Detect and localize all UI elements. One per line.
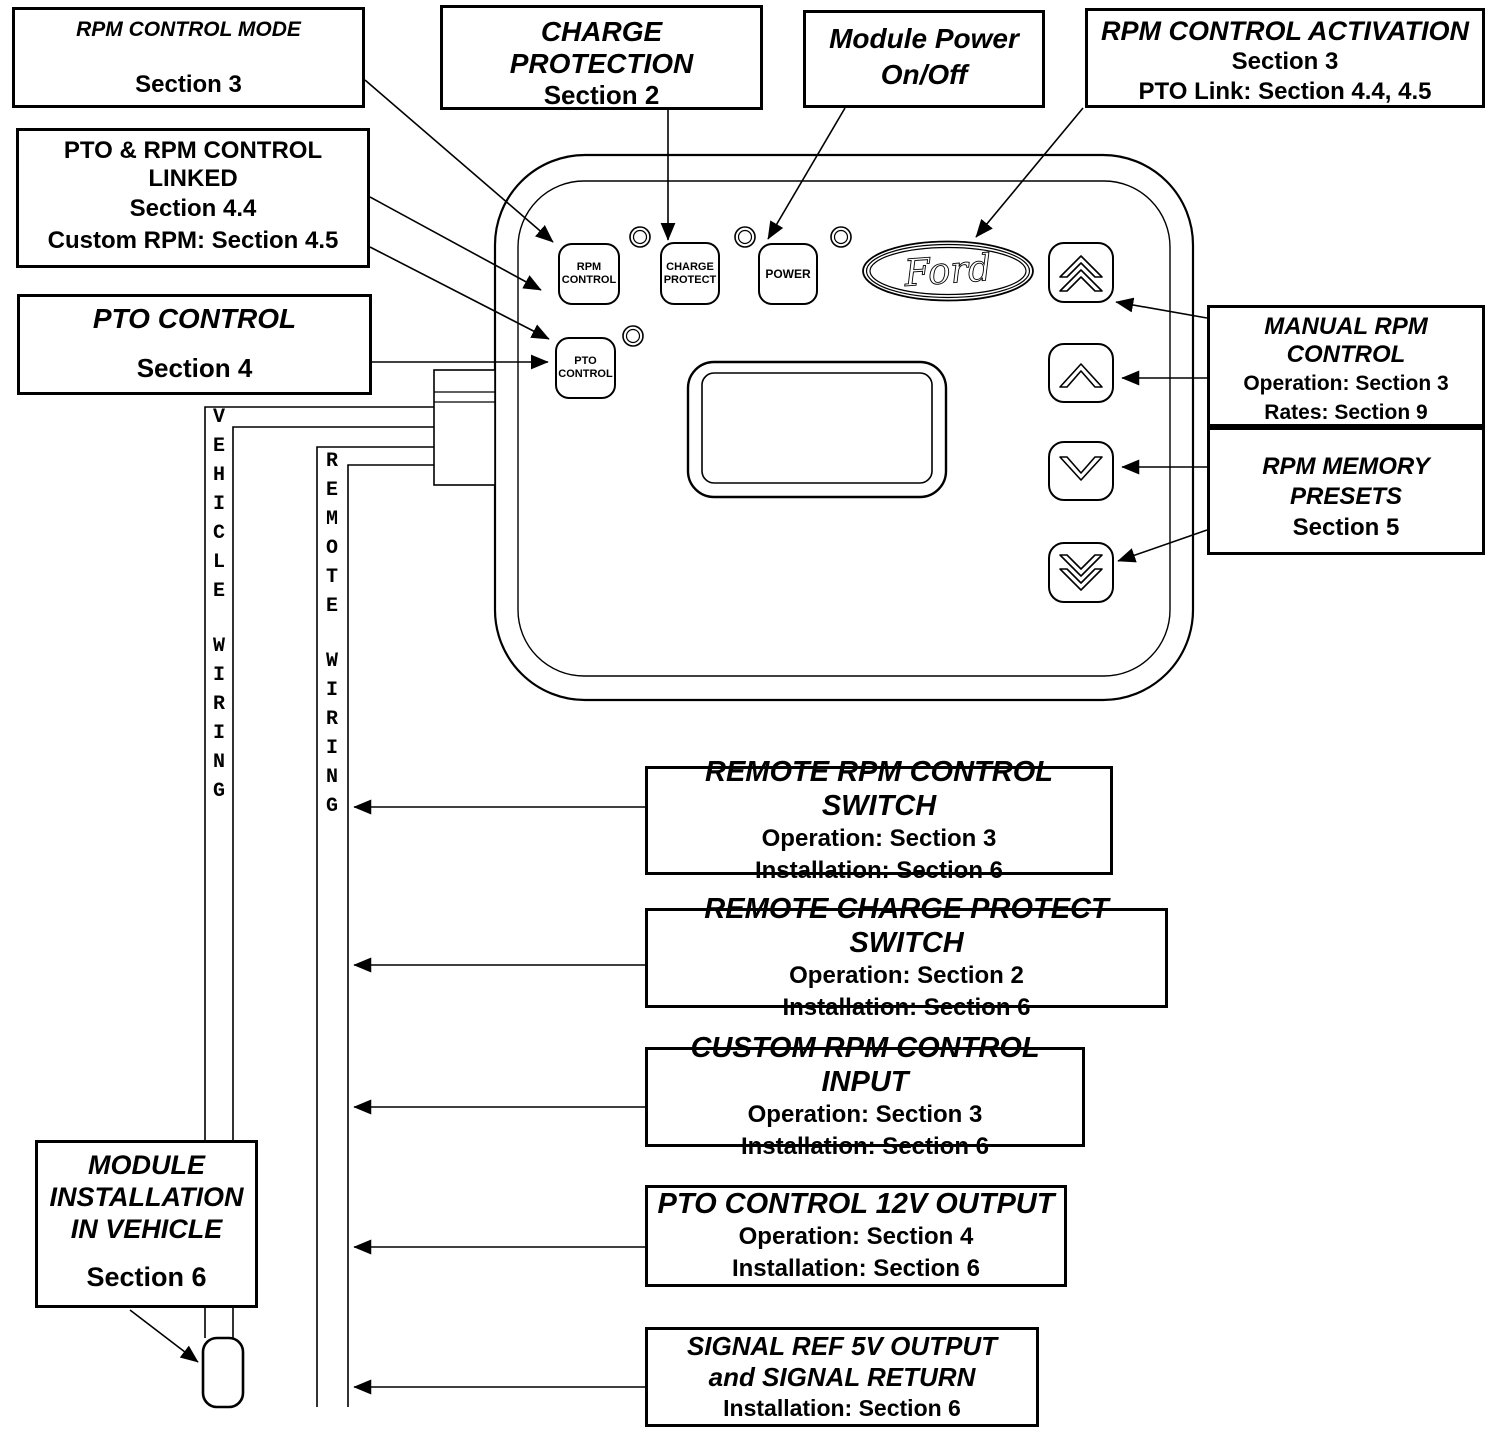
arrow-module-installation: [130, 1310, 198, 1362]
callout-title: IN VEHICLE: [70, 1214, 223, 1244]
callout-title: PTO & RPM CONTROL LINKED: [63, 137, 323, 192]
pto-control-button[interactable]: [555, 337, 616, 399]
remote-wiring-label: R E M O T E W I R I N G: [325, 450, 338, 818]
callout-section: Rates: Section 9: [1264, 401, 1428, 424]
double-chevron-up-icon: [1057, 252, 1105, 294]
callout-title: PTO CONTROL 12V OUTPUT: [657, 1188, 1055, 1220]
callout-section: Installation: Section 6: [754, 856, 1004, 884]
callout-rpm-activation: [1085, 8, 1485, 108]
callout-section: Operation: Section 4: [738, 1223, 974, 1250]
callout-pto-12v-output: [645, 1185, 1067, 1287]
callout-title: On/Off: [880, 59, 968, 90]
callout-section: Section 3: [135, 71, 242, 98]
lcd-display-inner: [702, 373, 932, 483]
callout-section: Section 5: [1292, 514, 1400, 541]
callout-title: RPM MEMORY: [1262, 453, 1430, 480]
rpm-fast-decrease-button[interactable]: [1048, 542, 1114, 603]
rpm-control-button[interactable]: [558, 243, 620, 305]
callout-title: REMOTE CHARGE PROTECT SWITCH: [704, 893, 1109, 959]
callout-title: REMOTE RPM CONTROL SWITCH: [705, 755, 1053, 822]
callout-section: Operation: Section 3: [747, 1101, 983, 1128]
callout-remote-rpm-switch: [645, 755, 1113, 884]
callout-section: Section 4.4: [129, 195, 257, 222]
callout-title: CUSTOM RPM CONTROL INPUT: [690, 1032, 1040, 1098]
remote-wire-2: [348, 465, 434, 1407]
callout-section: Section 4: [136, 353, 253, 383]
pto-control-button-label: PTO: [574, 355, 597, 367]
callout-pto-control: [17, 294, 372, 395]
installed-module-symbol: [203, 1338, 243, 1407]
arrow-rpm-activation: [976, 108, 1083, 237]
rpm-led-icon: [630, 227, 650, 247]
arrow-pto-rpm-linked-1: [370, 197, 541, 290]
chevron-up-icon: [1057, 356, 1105, 390]
arrow-pto-rpm-linked-2: [370, 247, 549, 339]
callout-title: PRESETS: [1289, 483, 1403, 510]
rpm-decrease-button[interactable]: [1048, 441, 1114, 501]
callout-title: INSTALLATION: [49, 1182, 244, 1212]
callout-signal-ref: [645, 1327, 1039, 1427]
chevron-down-icon: [1057, 454, 1105, 488]
callout-section: Operation: Section 3: [1243, 372, 1449, 395]
ford-logo-icon[interactable]: [863, 242, 1033, 301]
pto-led-icon: [623, 326, 643, 346]
rpm-control-button-label: CONTROL: [561, 274, 617, 286]
double-chevron-down-icon: [1057, 552, 1105, 594]
power-led-icon: [831, 227, 851, 247]
pto-control-button-label: CONTROL: [558, 368, 613, 380]
callout-section: Installation: Section 6: [723, 1394, 961, 1421]
charge-protect-button-label: PROTECT: [663, 273, 717, 286]
callout-rpm-control-mode: [12, 7, 365, 108]
rpm-control-button-label: RPM: [576, 261, 602, 273]
rpm-increase-button[interactable]: [1048, 343, 1114, 403]
charge-protect-button-label: CHARGE: [666, 260, 714, 273]
callout-title: and SIGNAL RETURN: [708, 1361, 976, 1392]
callout-title: Module Power: [829, 23, 1019, 54]
callout-title: CHARGE PROTECTION: [509, 16, 694, 79]
callout-custom-rpm-input: [645, 1032, 1085, 1160]
callout-section: Section 2: [543, 80, 660, 110]
callout-section: Section 3: [1231, 48, 1339, 75]
callout-section: Operation: Section 2: [789, 962, 1024, 989]
wiring-connector: [434, 370, 495, 485]
module-outer-outline: [495, 155, 1193, 700]
ford-wordmark: Ford: [902, 246, 994, 295]
charge-led-icon: [735, 227, 755, 247]
callout-title: CONTROL: [1286, 341, 1406, 368]
callout-rpm-presets: [1207, 427, 1485, 555]
callout-title: SIGNAL REF 5V OUTPUT: [686, 1330, 998, 1361]
callout-pto-rpm-linked: [16, 128, 370, 268]
arrow-module-power: [768, 108, 845, 239]
callout-section: Operation: Section 3: [761, 824, 997, 852]
callout-section: Installation: Section 6: [731, 1255, 981, 1282]
vehicle-wiring-label: V E H I C L E W I R I N G: [212, 406, 225, 803]
callout-title: MODULE: [87, 1150, 205, 1180]
callout-section: Installation: Section 6: [782, 994, 1031, 1021]
callout-section: PTO Link: Section 4.4, 4.5: [1138, 78, 1432, 105]
callout-title: RPM CONTROL MODE: [76, 18, 301, 41]
callout-title: MANUAL RPM: [1264, 313, 1428, 340]
callout-section: Installation: Section 6: [740, 1133, 990, 1160]
callout-remote-charge-switch: [645, 893, 1168, 1021]
charge-protect-button[interactable]: [660, 242, 720, 305]
callout-section: Custom RPM: Section 4.5: [47, 227, 339, 254]
callout-title: RPM CONTROL ACTIVATION: [1101, 16, 1469, 46]
callout-manual-rpm: [1207, 305, 1485, 427]
callout-module-power: [803, 10, 1045, 108]
power-button-label: POWER: [765, 266, 811, 281]
callout-title: PTO CONTROL: [92, 303, 297, 334]
rpm-fast-increase-button[interactable]: [1048, 242, 1114, 303]
callout-charge-protection: [440, 5, 763, 110]
power-button[interactable]: [758, 243, 818, 305]
lcd-display: [688, 362, 946, 497]
callout-section: Section 6: [86, 1262, 207, 1292]
callout-module-installation: [35, 1140, 258, 1308]
